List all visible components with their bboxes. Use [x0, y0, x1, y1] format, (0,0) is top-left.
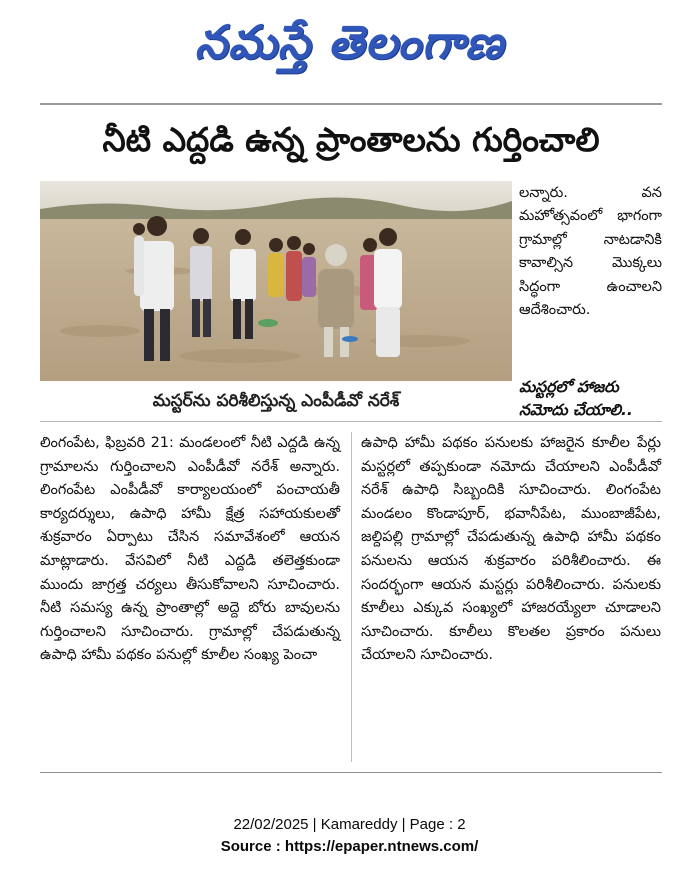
masthead-title: నమస్తే తెలంగాణ: [194, 15, 505, 69]
left-column: [40, 432, 340, 668]
masthead-rule: [40, 103, 662, 105]
left-column-text: లింగంపేట, ఫిబ్రవరి 21: మండలంలో నీటి ఎద్దడి ఉన్న గ్రామాలను గుర్తించాలని ఎంపీడీవో నరేశ్ అన్నారు. లింగంపేట ఎంపీడీవో కార్యాలయంలో పంచాయతీ కార్యదర్శులు, ఉపాధి హామీ క్షేత్ర సహాయకులతో శుక్రవారం ఏర్పాటు చేసిన సమావేశంలో ఆయన మాట్లాడారు. వేసవిలో నీటి ఎద్దడి తలెత్తకుండా ముందు జాగ్రత్త చర్యలు తీసుకోవాలని సూచించారు. నీటి సమస్య ఉన్న ప్రాంతాల్లో అద్దె బోరు బావులను గుర్తించాలని సూచించారు. గ్రామాల్లో చేపడుతున్న ఉపాధి హామీ పథకం పనుల్లో కూలీల సంఖ్య పెంచా: [40, 435, 340, 664]
side-column: [519, 182, 662, 322]
field-workers-photo: [40, 181, 512, 381]
article-headline: నీటి ఎద్దడి ఉన్న ప్రాంతాలను గుర్తించాలి: [102, 120, 600, 159]
right-column: [361, 432, 661, 668]
source-link[interactable]: Source : https://epaper.ntnews.com/: [220, 838, 479, 855]
right-column-text: ఉపాధి హామీ పథకం పనులకు హాజరైన కూలీల పేర్లు మస్టర్లలో తప్పకుండా నమోదు చేయాలని ఎంపీడీవో నరేశ్ ఉపాధి సిబ్బందికి సూచించారు. లింగంపేట మండలం కొండాపూర్, భవానీపేట, ముంబాజీపేట, జల్దిపల్లి గ్రామాల్లో చేపడుతున్న ఉపాధి హామీ పథకం పనులను ఆయన శుక్రవారం పరిశీలించారు. ఈ సందర్భంగా ఆయన మస్టర్లు పరిశీలించారు. పనులకు కూలీలు ఎక్కువ సంఖ్యలో హాజరయ్యేలా చూడాలని సూచించారు. కూలీలు కొలతల ప్రకారం పనులు చేయాలని సూచించారు.: [361, 435, 661, 664]
edition-info: 22/02/2025 | Kamareddy | Page : 2: [233, 816, 466, 833]
photo-caption: మస్టర్‌ను పరిశీలిస్తున్న ఎంపీడీవో నరేశ్: [152, 391, 400, 411]
subheading: మస్టర్లలో హాజరు నమోదు చేయాలి..: [519, 378, 633, 419]
bottom-rule: [40, 772, 662, 773]
column-divider: [351, 432, 352, 762]
side-paragraph: లన్నారు. వన మహోత్సవంలో భాగంగా గ్రామాల్లో నాటడానికి కావాల్సిన మొక్కలు సిద్ధంగా ఉంచాలని ఆదేశించారు.: [519, 185, 662, 319]
article-photo: [40, 181, 512, 381]
